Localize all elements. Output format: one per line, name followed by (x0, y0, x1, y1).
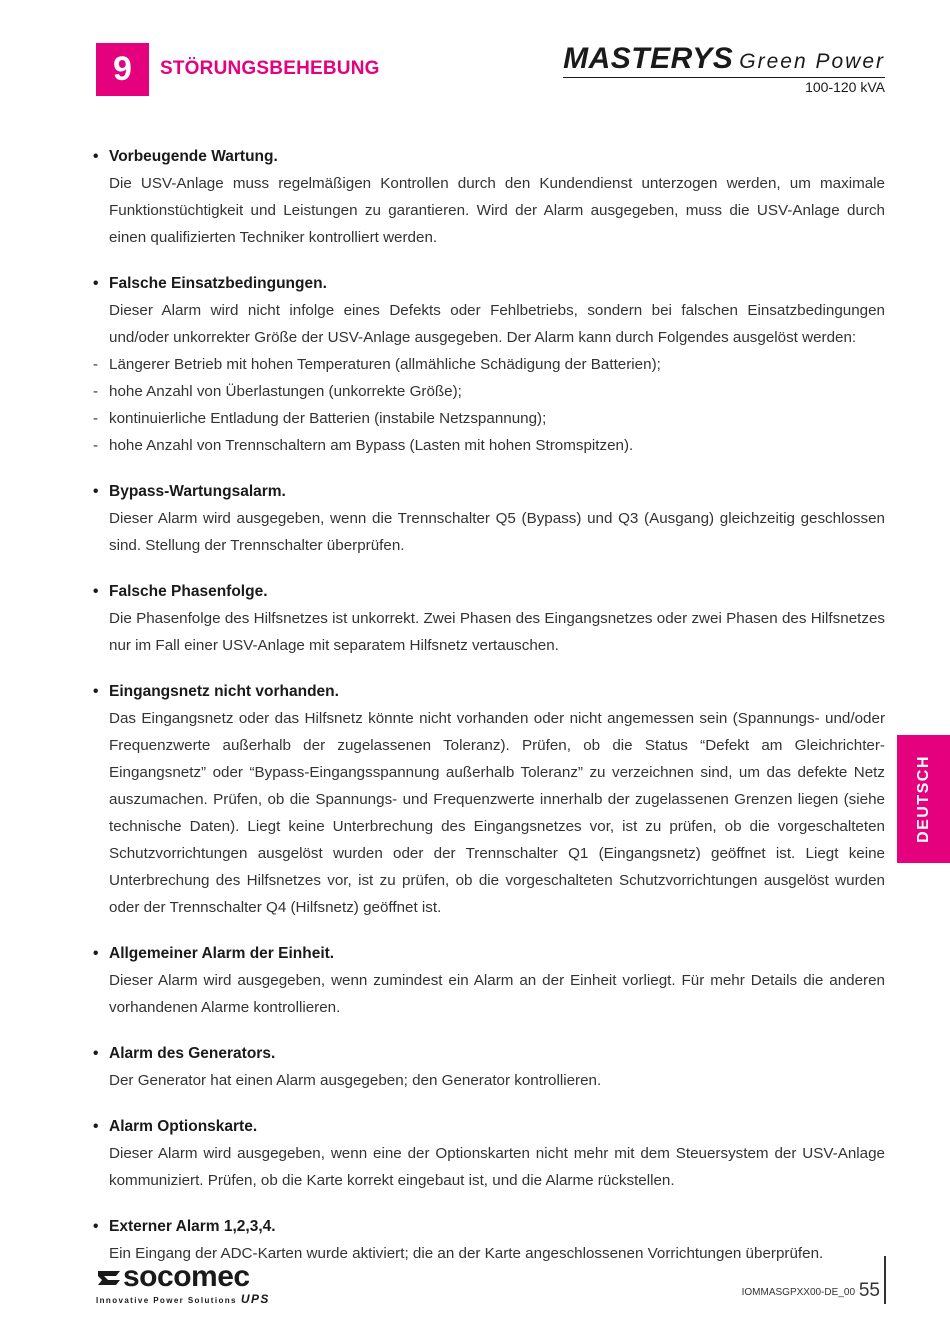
logo-tagline: Innovative Power Solutions (96, 1296, 237, 1305)
section-title (93, 270, 885, 297)
list-item-text: kontinuierliche Entladung der Batterien (instabile Netzspannung); (109, 410, 547, 427)
bullet-icon: • (93, 1045, 99, 1062)
section-vorbeugende-wartung (93, 143, 885, 251)
section-text: Ein Eingang der ADC-Karten wurde aktiviert; die an der Karte angeschlossenen Vorrichtungen überprüfen. (109, 1245, 824, 1262)
chapter-title: STÖRUNGSBEHEBUNG (160, 58, 380, 79)
section-title-text: Vorbeugende Wartung. (109, 148, 278, 165)
section-text: Dieser Alarm wird ausgegeben, wenn eine der Optionskarten nicht mehr mit dem Steuersystem der USV-Anlage kommuniziert. Prüfen, ob die Karte korrekt eingebaut ist, und die Alarme rückstellen. (109, 1145, 885, 1189)
dash-icon: - (93, 437, 99, 454)
chapter-number: 9 (96, 43, 149, 96)
bullet-icon: • (93, 1118, 99, 1135)
section-falsche-einsatzbedingungen (93, 270, 885, 459)
logo-text: socomec (123, 1260, 250, 1293)
list-item-text: hohe Anzahl von Trennschaltern am Bypass (Lasten mit hohen Stromspitzen). (109, 437, 634, 454)
section-title-text: Eingangsnetz nicht vorhanden. (109, 683, 339, 700)
section-text: Die USV-Anlage muss regelmäßigen Kontrollen durch den Kundendienst unterzogen werden, um maximale Funktionstüchtigkeit und Leistungen zu garantieren. Wird der Alarm ausgegeben, muss die USV-Anlage durch einen qualifizierten Techniker kontrolliert werden. (109, 175, 885, 246)
section-text: Dieser Alarm wird ausgegeben, wenn zumindest ein Alarm an der Einheit vorliegt. Für mehr Details die anderen vorhandenen Alarme kontrollieren. (109, 972, 885, 1016)
dash-icon: - (93, 383, 99, 400)
list-item (93, 378, 885, 405)
section-title-text: Bypass-Wartungsalarm. (109, 483, 286, 500)
section-title (93, 1040, 885, 1067)
section-text: Die Phasenfolge des Hilfsnetzes ist unkorrekt. Zwei Phasen des Eingangsnetzes oder zwei Phasen des Hilfsnetzes nur im Fall einer USV-Anlage mit separatem Hilfsnetz vertauschen. (109, 610, 885, 654)
language-tab (897, 735, 950, 863)
list-item (93, 351, 885, 378)
content (93, 143, 885, 1286)
section-title (93, 678, 885, 705)
section-allgemeiner-alarm (93, 940, 885, 1021)
list-item (93, 432, 885, 459)
bullet-icon: • (93, 683, 99, 700)
product-header (563, 42, 885, 95)
product-name: MASTERYS (563, 42, 734, 75)
language-tab-label: DEUTSCH (914, 755, 932, 843)
section-title-text: Falsche Einsatzbedingungen. (109, 275, 327, 292)
bullet-icon: • (93, 275, 99, 292)
bullet-icon: • (93, 945, 99, 962)
socomec-logo (96, 1262, 270, 1306)
section-text: Das Eingangsnetz oder das Hilfsnetz könnte nicht vorhanden oder nicht angemessen sein (Spannungs- und/oder Frequenzwerte außerhalb der zugelassenen Toleranz). Prüfen, ob die Status “Defekt am Gleichrichter-Eingangsnetz” oder “Bypass-Eingangsspannung außerhalb Toleranz” zu verzeichnen sind, um das defekte Netz auszumachen. Prüfen, ob die Spannungs- und Frequenzwerte innerhalb der zugelassenen Grenzen liegen (siehe technische Daten). Liegt keine Unterbrechung des Eingangsnetzes vor, ist zu prüfen, ob die vorgeschalteten Schutzvorrichtungen ausgelöst wurden oder der Trennschalter Q1 (Eingangsnetz) geöffnet ist. Liegt keine Unterbrechung des Hilfsnetzes vor, ist zu prüfen, ob die vorgeschalteten Schutzvorrichtungen ausgelöst wurden oder der Trennschalter Q4 (Hilfsnetz) geöffnet ist. (109, 710, 885, 916)
product-subtitle: Green Power (739, 50, 885, 73)
section-title (93, 1213, 885, 1240)
section-title-text: Externer Alarm 1,2,3,4. (109, 1218, 276, 1235)
list-item (93, 405, 885, 432)
list-item-text: Längerer Betrieb mit hohen Temperaturen (allmähliche Schädigung der Batterien); (109, 356, 661, 373)
bullet-icon: • (93, 483, 99, 500)
section-falsche-phasenfolge (93, 578, 885, 659)
section-text: Der Generator hat einen Alarm ausgegeben; den Generator kontrollieren. (109, 1072, 602, 1089)
section-eingangsnetz-nicht-vorhanden (93, 678, 885, 921)
list-item-text: hohe Anzahl von Überlastungen (unkorrekte Größe); (109, 383, 462, 400)
product-range: 100-120 kVA (805, 79, 885, 95)
bullet-icon: • (93, 1218, 99, 1235)
dash-icon: - (93, 410, 99, 427)
bullet-icon: • (93, 583, 99, 600)
section-title-text: Alarm Optionskarte. (109, 1118, 258, 1135)
section-title-text: Allgemeiner Alarm der Einheit. (109, 945, 335, 962)
logo-mark-icon (96, 1269, 122, 1287)
section-bypass-wartungsalarm (93, 478, 885, 559)
bullet-icon: • (93, 148, 99, 165)
logo-tagline-line (96, 1292, 270, 1306)
section-alarm-optionskarte (93, 1113, 885, 1194)
section-title-text: Alarm des Generators. (109, 1045, 276, 1062)
logo-wordmark (96, 1262, 270, 1292)
section-text: Dieser Alarm wird ausgegeben, wenn die Trennschalter Q5 (Bypass) und Q3 (Ausgang) gleichzeitig geschlossen sind. Stellung der Trennschalter überprüfen. (109, 510, 885, 554)
product-name-line (563, 42, 885, 76)
section-title (93, 940, 885, 967)
section-title-text: Falsche Phasenfolge. (109, 583, 268, 600)
footer-rule (884, 1256, 886, 1304)
section-externer-alarm (93, 1213, 885, 1267)
section-text: Dieser Alarm wird nicht infolge eines Defekts oder Fehlbetriebs, sondern bei falschen Einsatzbedingungen und/oder unkorrekter Größe der USV-Anlage ausgegeben. Der Alarm kann durch Folgendes ausgelöst werden: (109, 302, 885, 346)
section-title (93, 143, 885, 170)
document-code: IOMMASGPXX00-DE_00 (741, 1287, 855, 1298)
logo-ups: UPS (240, 1292, 270, 1306)
page-number: 55 (858, 1280, 880, 1301)
section-title (93, 1113, 885, 1140)
section-title (93, 478, 885, 505)
section-title (93, 578, 885, 605)
product-rule (563, 77, 885, 78)
dash-icon: - (93, 356, 99, 373)
section-alarm-generator (93, 1040, 885, 1094)
